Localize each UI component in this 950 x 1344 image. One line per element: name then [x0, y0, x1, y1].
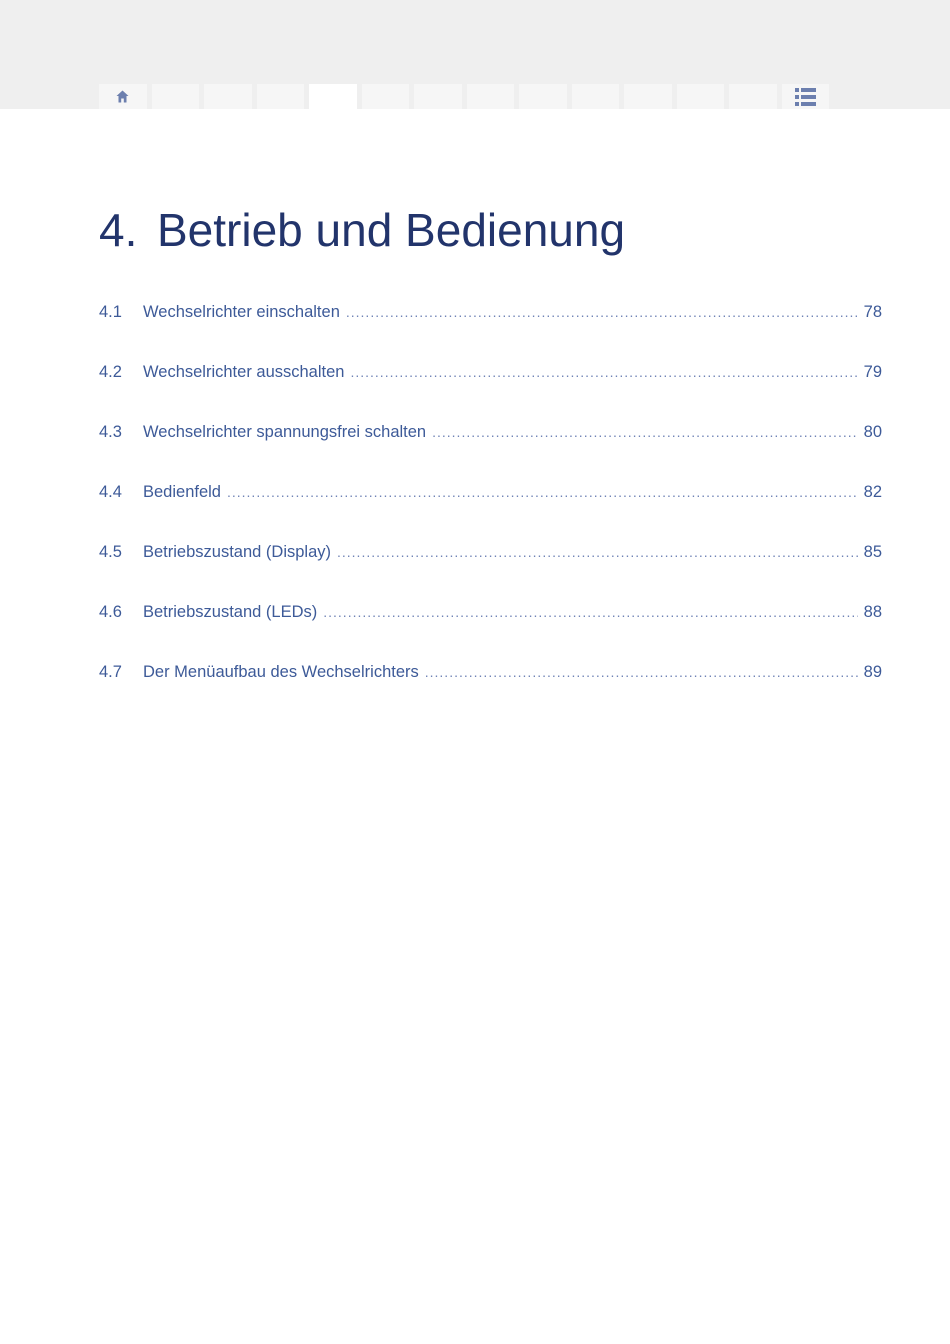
toc-entry-4-4[interactable] — [99, 483, 882, 505]
toc-entry-page: 88 — [863, 603, 882, 621]
toc-entry-page: 79 — [863, 363, 882, 381]
toc-entry-page: 89 — [863, 663, 882, 681]
toc-entry-label: Der Menüaufbau des Wechselrichters — [143, 663, 419, 681]
toc-entry-number: 4.2 — [99, 363, 122, 381]
toc-dot-leader — [337, 544, 858, 560]
tab-chapter-4-active[interactable] — [309, 84, 357, 109]
toc-dot-leader — [323, 604, 857, 620]
tab-chapter-11[interactable] — [677, 84, 725, 109]
table-of-contents — [99, 303, 882, 723]
toc-entry-4-5[interactable] — [99, 543, 882, 565]
tab-chapter-6[interactable] — [414, 84, 462, 109]
tab-chapter-9[interactable] — [572, 84, 620, 109]
toc-entry-number: 4.3 — [99, 423, 122, 441]
tab-chapter-1[interactable] — [152, 84, 200, 109]
tab-chapter-5[interactable] — [362, 84, 410, 109]
top-navigation-bar — [0, 0, 950, 109]
tab-chapter-3[interactable] — [257, 84, 305, 109]
toc-entry-page: 80 — [863, 423, 882, 441]
chapter-title — [99, 203, 625, 257]
toc-entry-label: Betriebszustand (Display) — [143, 543, 331, 561]
toc-entry-label: Betriebszustand (LEDs) — [143, 603, 318, 621]
toc-entry-number: 4.5 — [99, 543, 122, 561]
toc-entry-page: 82 — [863, 483, 882, 501]
toc-entry-label: Wechselrichter einschalten — [143, 303, 340, 321]
tab-chapter-7[interactable] — [467, 84, 515, 109]
toc-entry-label: Wechselrichter spannungsfrei schalten — [143, 423, 427, 441]
toc-entry-number: 4.4 — [99, 483, 122, 501]
toc-dot-leader — [227, 484, 858, 500]
tab-chapter-8[interactable] — [519, 84, 567, 109]
chapter-tabs — [99, 84, 829, 109]
toc-entry-4-1[interactable] — [99, 303, 882, 325]
toc-entry-number: 4.1 — [99, 303, 122, 321]
toc-entry-4-3[interactable] — [99, 423, 882, 445]
toc-dot-leader — [425, 664, 858, 680]
toc-dot-leader — [432, 424, 858, 440]
tab-home[interactable] — [99, 84, 147, 109]
tab-toc[interactable] — [782, 84, 830, 109]
toc-dot-leader — [350, 364, 857, 380]
toc-entry-4-7[interactable] — [99, 663, 882, 685]
tab-chapter-10[interactable] — [624, 84, 672, 109]
chapter-title-text: Betrieb und Bedienung — [157, 204, 626, 256]
chapter-number: 4. — [99, 204, 138, 256]
toc-entry-number: 4.6 — [99, 603, 122, 621]
toc-dot-leader — [346, 304, 858, 320]
toc-entry-label: Bedienfeld — [143, 483, 221, 501]
toc-list-icon — [795, 88, 816, 106]
home-icon — [116, 90, 129, 103]
toc-entry-4-6[interactable] — [99, 603, 882, 625]
toc-entry-label: Wechselrichter ausschalten — [143, 363, 345, 381]
toc-entry-page: 85 — [863, 543, 882, 561]
toc-entry-page: 78 — [863, 303, 882, 321]
toc-entry-number: 4.7 — [99, 663, 122, 681]
toc-entry-4-2[interactable] — [99, 363, 882, 385]
tab-chapter-2[interactable] — [204, 84, 252, 109]
tab-chapter-12[interactable] — [729, 84, 777, 109]
